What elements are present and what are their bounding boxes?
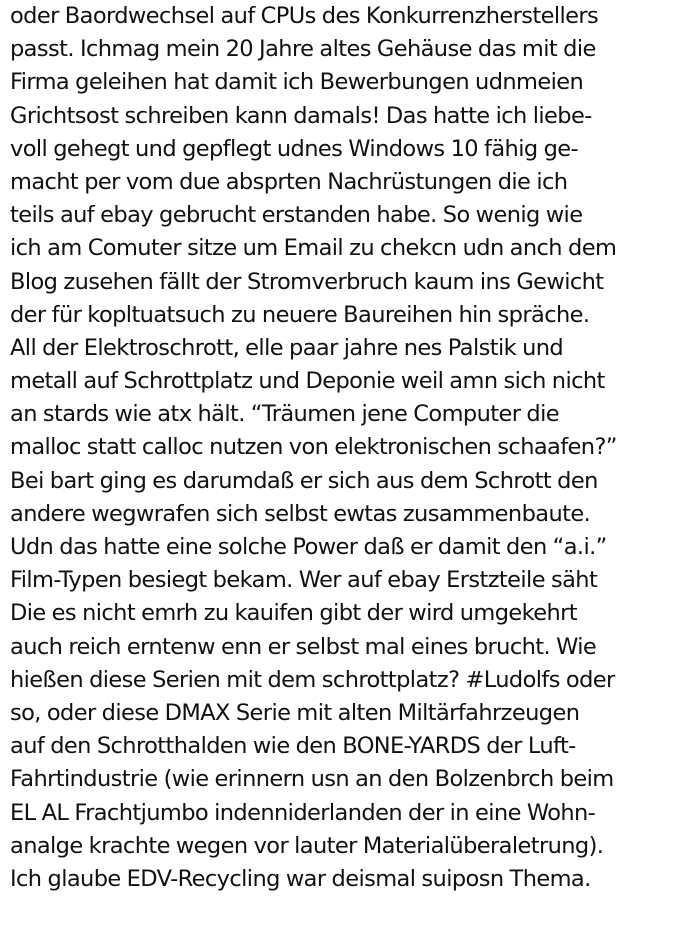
text-line: Grichtsost schreiben kann damals! Das hatte ich liebe-	[10, 102, 592, 129]
text-line: passt. Ichmag mein 20 Jahre altes Gehäuse das mit die	[10, 36, 596, 63]
text-line: malloc statt calloc nutzen von elektronischen schaafen?”	[10, 434, 617, 461]
text-line: oder Baordwechsel auf CPUs des Konkurrenzherstellers	[10, 3, 599, 29]
text-line: teils auf ebay gebrucht erstanden habe. So wenig wie	[10, 202, 583, 229]
body-text	[10, 0, 680, 896]
text-line: auch reich erntenw enn er selbst mal eines brucht. Wie	[10, 633, 597, 660]
text-line: Bei bart ging es darumdaß er sich aus dem Schrott den	[10, 467, 598, 494]
text-line: auf den Schrotthalden wie den BONE-YARDS der Luft-	[10, 733, 576, 760]
text-line: andere wegwrafen sich selbst ewtas zusammenbaute.	[10, 500, 591, 527]
text-line: Ich glaube EDV-Recycling war deismal suiposn Thema.	[10, 865, 591, 892]
text-line: ich am Comuter sitze um Email zu chekcn udn anch dem	[10, 235, 617, 262]
text-line: Fahrtindustrie (wie erinnern usn an den Bolzenbrch beim	[10, 766, 614, 793]
text-line: EL AL Frachtjumbo indenniderlanden der in eine Wohn-	[10, 799, 596, 826]
text-line: analge krachte wegen vor lauter Materialüberaletrung).	[10, 832, 604, 859]
text-line: der für kopltuatsuch zu neuere Baureihen hin spräche.	[10, 301, 590, 328]
text-line: so, oder diese DMAX Serie mit alten Miltärfahrzeugen	[10, 699, 580, 726]
text-line: Firma geleihen hat damit ich Bewerbungen udnmeien	[10, 69, 584, 96]
text-line: Udn das hatte eine solche Power daß er damit den “a.i.”	[10, 534, 607, 560]
text-line: voll gehegt und gepflegt udnes Windows 10 fähig ge-	[10, 135, 579, 162]
text-line: metall auf Schrottplatz und Deponie weil amn sich nicht	[10, 368, 605, 395]
text-line: Die es nicht emrh zu kauifen gibt der wird umgekehrt	[10, 600, 578, 627]
text-line: Blog zusehen fällt der Stromverbruch kaum ins Gewicht	[10, 268, 604, 295]
text-line: Film-Typen besiegt bekam. Wer auf ebay Erstzteile säht	[10, 567, 598, 594]
text-line: All der Elektroschrott, elle paar jahre nes Palstik und	[10, 334, 564, 361]
text-line: an stards wie atx hält. “Träumen jene Computer die	[10, 401, 559, 428]
text-line: hießen diese Serien mit dem schrottplatz? #Ludolfs oder	[10, 666, 615, 693]
text-line: macht per vom due absprten Nachrüstungen die ich	[10, 168, 568, 195]
